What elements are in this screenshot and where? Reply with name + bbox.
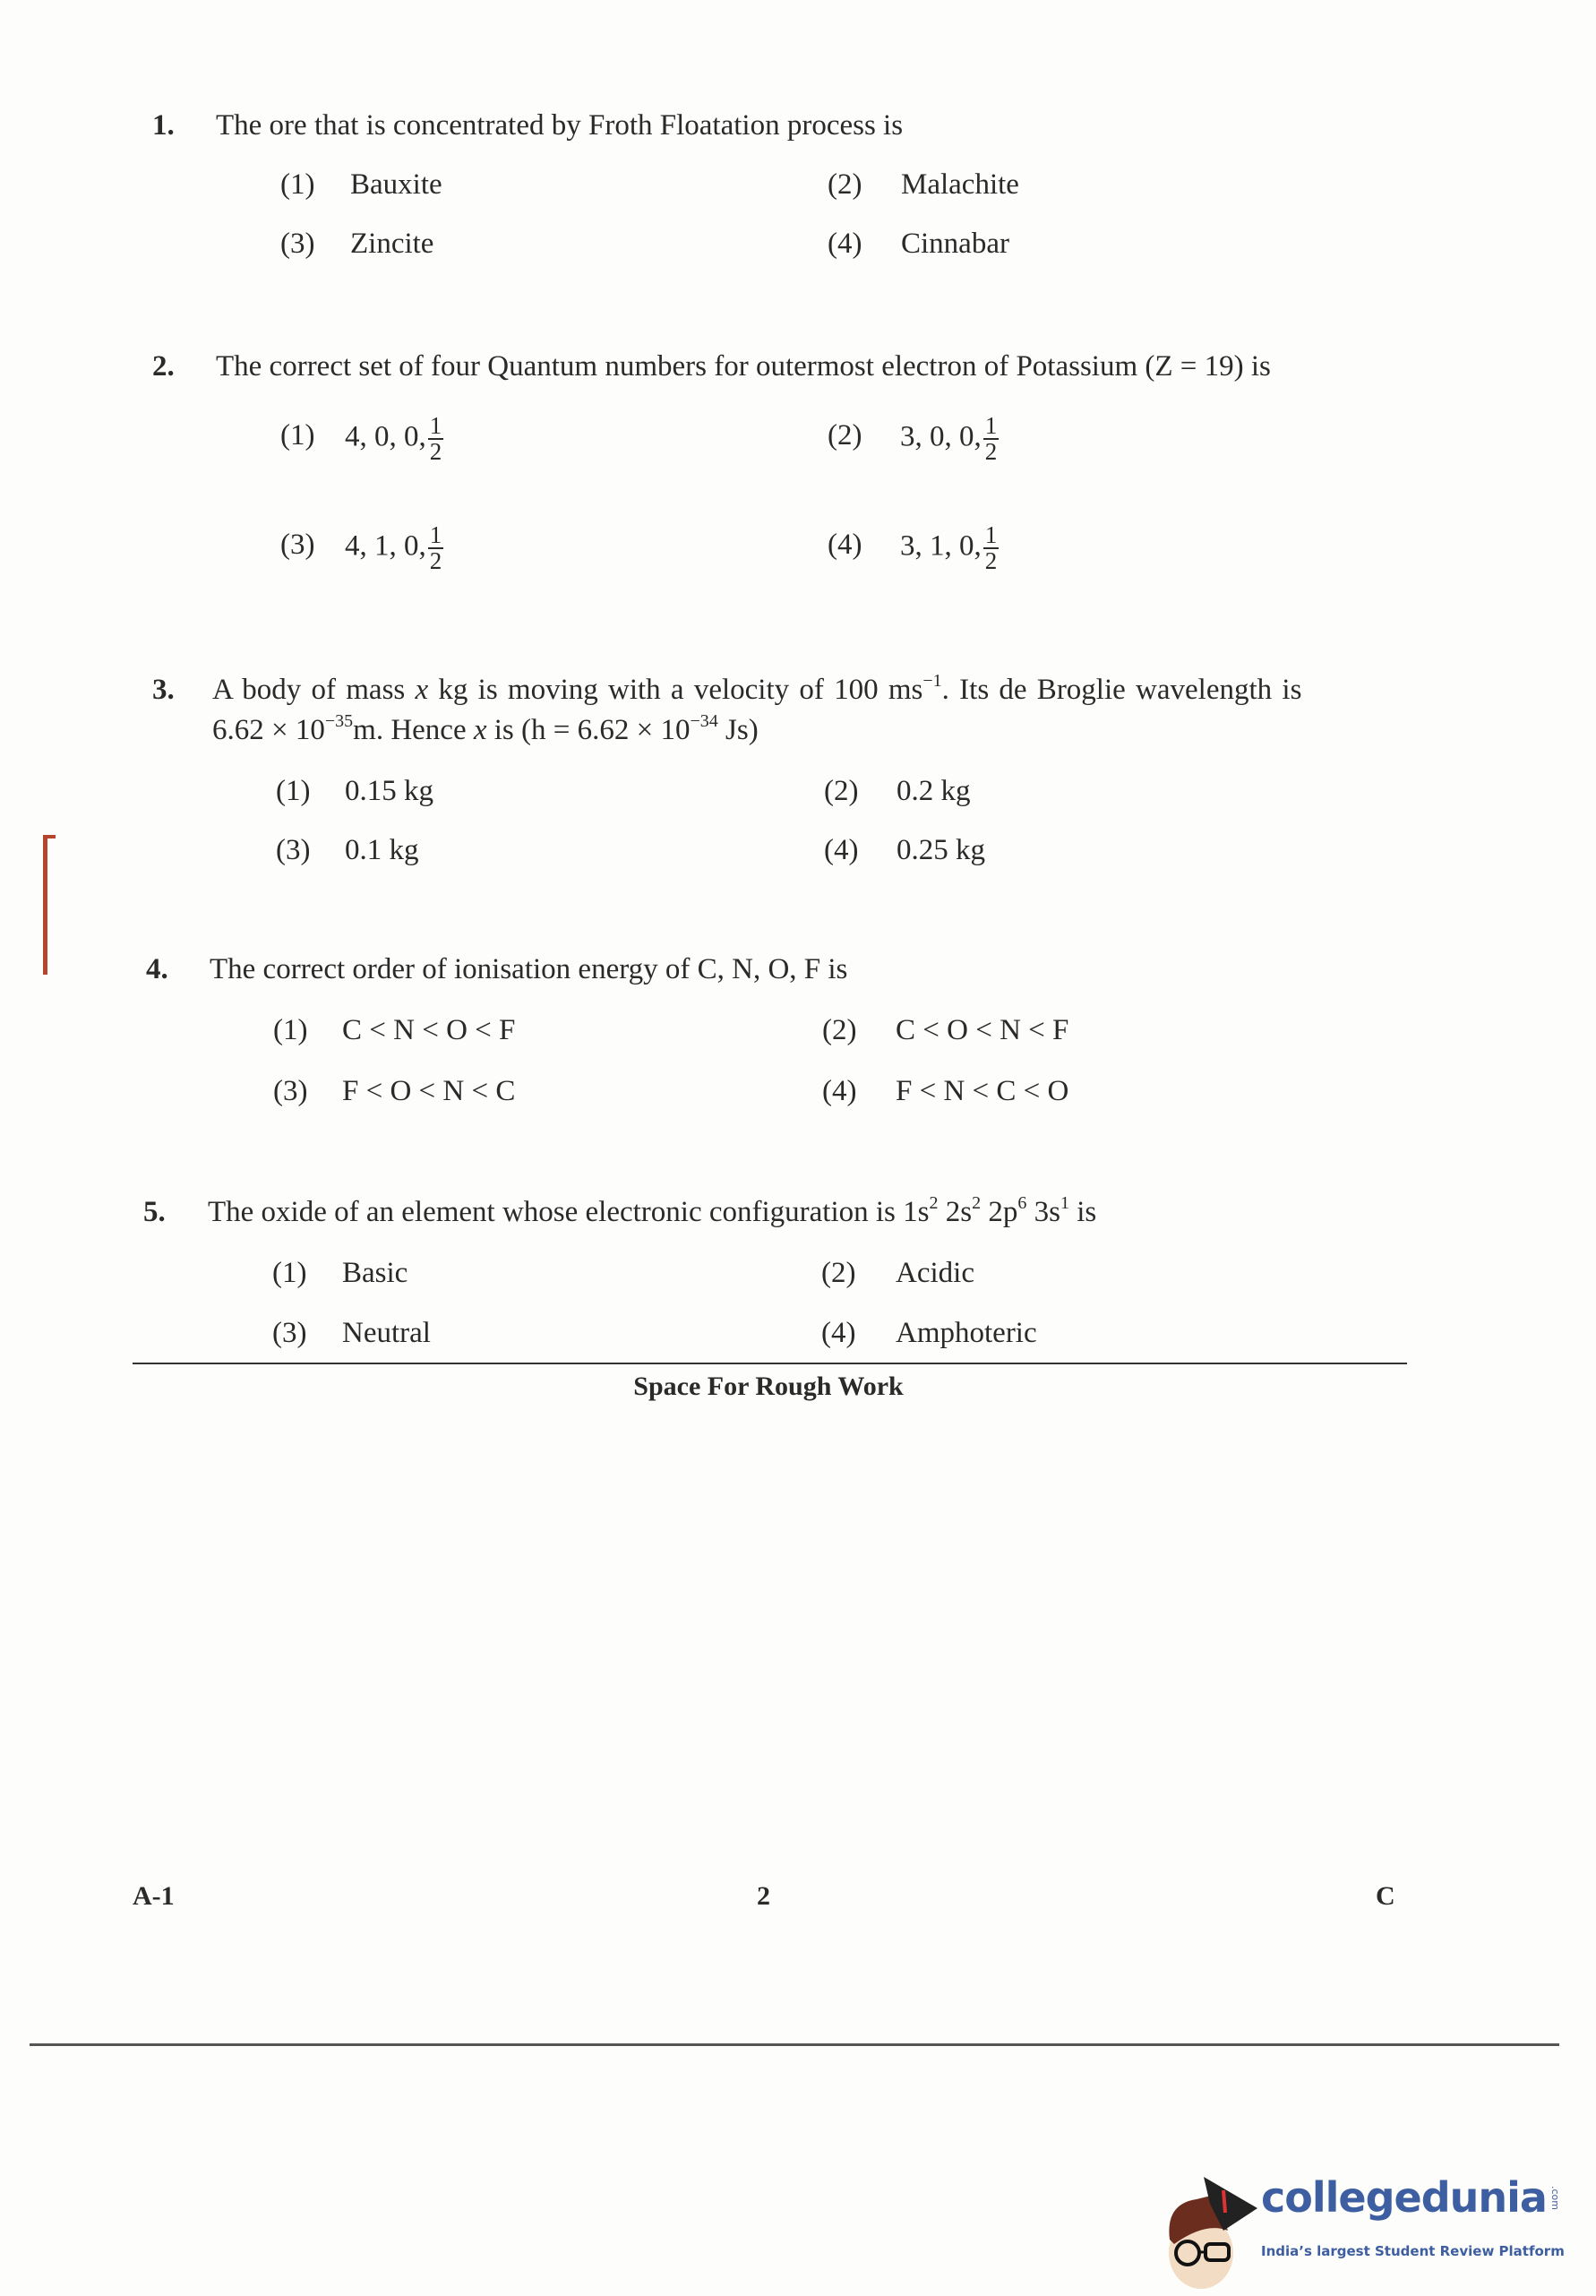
option-text: Zincite	[350, 228, 434, 260]
option-text: C < O < N < F	[896, 1014, 1069, 1046]
logo-wordmark-row	[1261, 2173, 1561, 2222]
fraction	[983, 523, 1000, 573]
collegedunia-logo	[1161, 2168, 1596, 2293]
option-number: (1)	[273, 1014, 308, 1046]
option-number: (1)	[272, 1257, 307, 1289]
divider	[133, 1363, 1407, 1364]
option-value: 4, 1, 0,	[345, 529, 426, 563]
text: kg is moving with a velocity of 100 ms	[428, 674, 923, 706]
option-text	[900, 414, 999, 464]
option-number: (3)	[276, 834, 311, 866]
text: is (h = 6.62 × 10	[486, 714, 691, 746]
question-number: 5.	[143, 1196, 166, 1228]
option-text: F < N < C < O	[896, 1075, 1069, 1107]
question-number: 2.	[152, 350, 175, 383]
question-text-line2	[212, 711, 759, 746]
text: Js)	[717, 714, 759, 746]
text: The oxide of an element whose electronic configuration is 1s	[208, 1196, 930, 1228]
option-number: (1)	[280, 168, 315, 201]
fraction	[428, 414, 444, 464]
fraction-denominator: 2	[984, 547, 998, 574]
option-text: Neutral	[342, 1317, 431, 1349]
option-number: (1)	[276, 775, 311, 807]
logo-tagline: India’s largest Student Review Platform	[1261, 2243, 1565, 2259]
superscript: −35	[324, 711, 354, 731]
superscript: 1	[1060, 1193, 1069, 1213]
fraction	[428, 523, 444, 573]
fraction-denominator: 2	[429, 438, 442, 465]
option-text: Cinnabar	[901, 228, 1009, 260]
logo-com: .com	[1549, 2185, 1561, 2210]
option-value: 3, 0, 0,	[900, 420, 982, 453]
option-value: 4, 0, 0,	[345, 420, 426, 453]
option-number: (3)	[272, 1317, 307, 1349]
superscript: −34	[690, 711, 718, 731]
question-text	[208, 1193, 1097, 1228]
option-text: 0.1 kg	[345, 834, 419, 866]
fraction-numerator: 1	[984, 412, 998, 439]
question-text: The correct set of four Quantum numbers for outermost electron of Potassium (Z = 19) is	[216, 350, 1271, 383]
question-number: 4.	[146, 953, 168, 985]
option-text: Amphoteric	[896, 1317, 1037, 1349]
rough-work-heading: Space For Rough Work	[633, 1372, 904, 1401]
text: is	[1068, 1196, 1097, 1228]
text: 2s	[938, 1196, 973, 1228]
option-text	[900, 523, 999, 573]
red-margin-mark	[43, 835, 47, 975]
question-number: 3.	[152, 674, 175, 706]
option-text: Basic	[342, 1257, 408, 1289]
option-text: Acidic	[896, 1257, 974, 1289]
option-number: (3)	[273, 1075, 308, 1107]
option-number: (3)	[280, 529, 315, 561]
option-number: (2)	[828, 168, 862, 201]
text: 3s	[1026, 1196, 1060, 1228]
option-text: Malachite	[901, 168, 1019, 201]
superscript: 2	[972, 1193, 982, 1213]
option-text: C < N < O < F	[342, 1014, 516, 1046]
fraction-denominator: 2	[984, 438, 998, 465]
page-number: 2	[757, 1881, 770, 1911]
mascot-icon	[1161, 2168, 1259, 2293]
option-text: F < O < N < C	[342, 1075, 516, 1107]
variable: x	[473, 714, 487, 746]
fraction	[983, 414, 1000, 464]
superscript: −1	[922, 671, 942, 691]
option-number: (4)	[828, 228, 862, 260]
footer-series: C	[1376, 1881, 1395, 1911]
question-text: The ore that is concentrated by Froth Floatation process is	[216, 109, 904, 142]
fraction-numerator: 1	[429, 521, 442, 548]
question-number: 1.	[152, 109, 175, 142]
text: m. Hence	[353, 714, 474, 746]
question-text: The correct order of ionisation energy of C, N, O, F is	[210, 953, 848, 985]
option-number: (2)	[822, 1014, 857, 1046]
text: 2p	[981, 1196, 1018, 1228]
option-text: 0.25 kg	[897, 834, 985, 866]
text: 6.62 × 10	[212, 714, 325, 746]
option-number: (4)	[828, 529, 862, 561]
option-text: 0.2 kg	[897, 775, 971, 807]
variable: x	[415, 674, 429, 706]
fraction-numerator: 1	[984, 521, 998, 548]
fraction-denominator: 2	[429, 547, 442, 574]
option-number: (4)	[822, 1075, 857, 1107]
option-number: (2)	[821, 1257, 856, 1289]
option-number: (2)	[824, 775, 859, 807]
superscript: 6	[1017, 1193, 1027, 1213]
option-value: 3, 1, 0,	[900, 529, 982, 563]
option-number: (4)	[824, 834, 859, 866]
option-text: 0.15 kg	[345, 775, 433, 807]
question-text	[212, 671, 1302, 706]
option-number: (3)	[280, 228, 315, 260]
option-text: Bauxite	[350, 168, 442, 201]
fraction-numerator: 1	[429, 412, 442, 439]
option-number: (4)	[821, 1317, 856, 1349]
bottom-border	[30, 2043, 1559, 2046]
option-text	[345, 414, 443, 464]
logo-wordmark: collegedunia	[1261, 2173, 1547, 2222]
option-number: (2)	[828, 419, 862, 451]
text: A body of mass	[212, 674, 416, 706]
option-text	[345, 523, 443, 573]
superscript: 2	[929, 1193, 939, 1213]
footer-code: A-1	[133, 1881, 175, 1911]
text: . Its de Broglie wavelength is	[941, 674, 1302, 706]
option-number: (1)	[280, 419, 315, 451]
